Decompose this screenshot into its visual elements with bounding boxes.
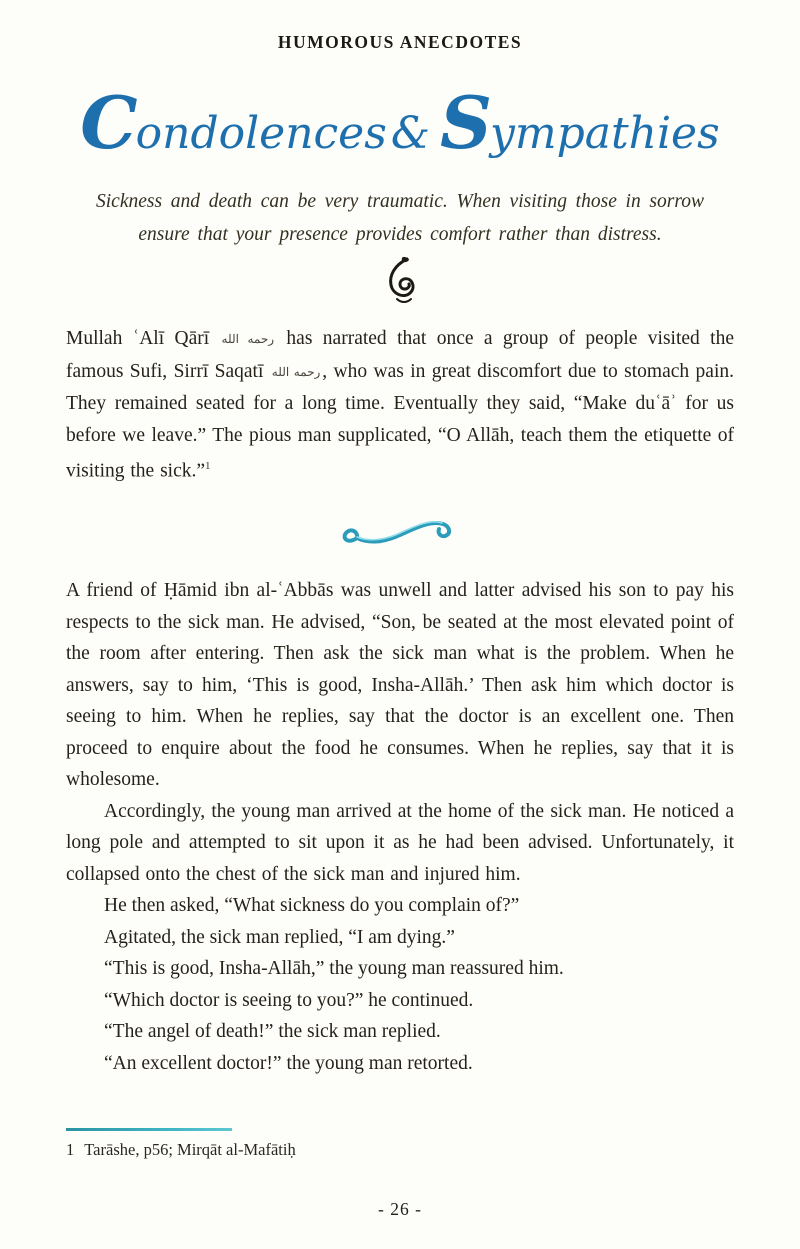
chapter-title-ampersand: & bbox=[390, 108, 430, 159]
running-head: HUMOROUS ANECDOTES bbox=[277, 32, 523, 52]
story1-lead: Mullah ʿAlī Qārī bbox=[66, 328, 220, 349]
dialog-line: “An excellent doctor!” the young man retorted. bbox=[104, 1052, 473, 1074]
swirl-divider-icon bbox=[66, 511, 734, 553]
chapter-epigraph: Sickness and death can be very traumatic. When visiting those in sorrow ensure that your presence provides comfort rather than distress. bbox=[96, 191, 704, 245]
chapter-title-initial-s: S bbox=[439, 80, 490, 165]
dialog-line: He then asked, “What sickness do you complain of?” bbox=[104, 895, 520, 916]
honorific-arabic: رحمه الله bbox=[271, 364, 321, 379]
dialog-line: “The angel of death!” the sick man replied. bbox=[104, 1021, 441, 1042]
paragraph-story2-advice: A friend of Ḥāmid ibn al-ʿAbbās was unwell and latter advised his son to pay his respects to the sick man. He advised, “Son, be seated at the most elevated point of the room after entering. Then ask the sick man what is the problem. When he answers, say to him, ‘This is good, Insha-Allāh.’ Then ask him which doctor is seeing to him. When he replies, say that the doctor is an excellent one. Then proceed to enquire about the food he consumes. When he replies, say that it is wholesome. bbox=[66, 580, 734, 790]
footnote-rule bbox=[66, 1128, 232, 1131]
footnote-text bbox=[66, 1140, 734, 1160]
dialog-line: “This is good, Insha-Allāh,” the young man reassured him. bbox=[104, 958, 564, 979]
chapter-title-initial-c: C bbox=[80, 80, 136, 165]
honorific-arabic: رحمه الله bbox=[221, 332, 275, 346]
footnote-citation: Tarāshe, p56; Mirqāt al-Mafātiḥ bbox=[84, 1140, 296, 1159]
footnote-reference: 1 bbox=[205, 460, 211, 472]
chapter-title-word1: ondolences bbox=[135, 108, 387, 159]
dialog-line: Agitated, the sick man replied, “I am dying.” bbox=[104, 926, 455, 948]
chapter-title bbox=[0, 80, 800, 165]
calligraphic-ornament-icon bbox=[0, 255, 800, 309]
body-column bbox=[66, 323, 734, 1079]
page-number: - 26 - bbox=[378, 1199, 422, 1219]
dialog-line: “Which doctor is seeing to you?” he continued. bbox=[104, 989, 474, 1011]
story1-tail: , who was in great discomfort due to stomach pain. They remained seated for a long time. Eventually they said, “Make duʿāʾ for us before we leave.” The pious man supplicated, “O Allāh, teach them the etiquette of visiting the sick.” bbox=[66, 360, 734, 482]
footnote-block bbox=[66, 1128, 734, 1160]
footnote-marker: 1 bbox=[66, 1140, 75, 1159]
chapter-title-word2: ympathies bbox=[489, 108, 720, 159]
paragraph-story1 bbox=[66, 323, 734, 487]
story1-mid: has narrated that once a group of people visited the famous Sufi, Sirrī Saqatī bbox=[66, 328, 735, 382]
paragraph-story2-visit: Accordingly, the young man arrived at the home of the sick man. He noticed a long pole and attempted to sit upon it as he had been advised. Unfortunately, it collapsed onto the chest of the sick man and injured him. bbox=[66, 800, 734, 885]
